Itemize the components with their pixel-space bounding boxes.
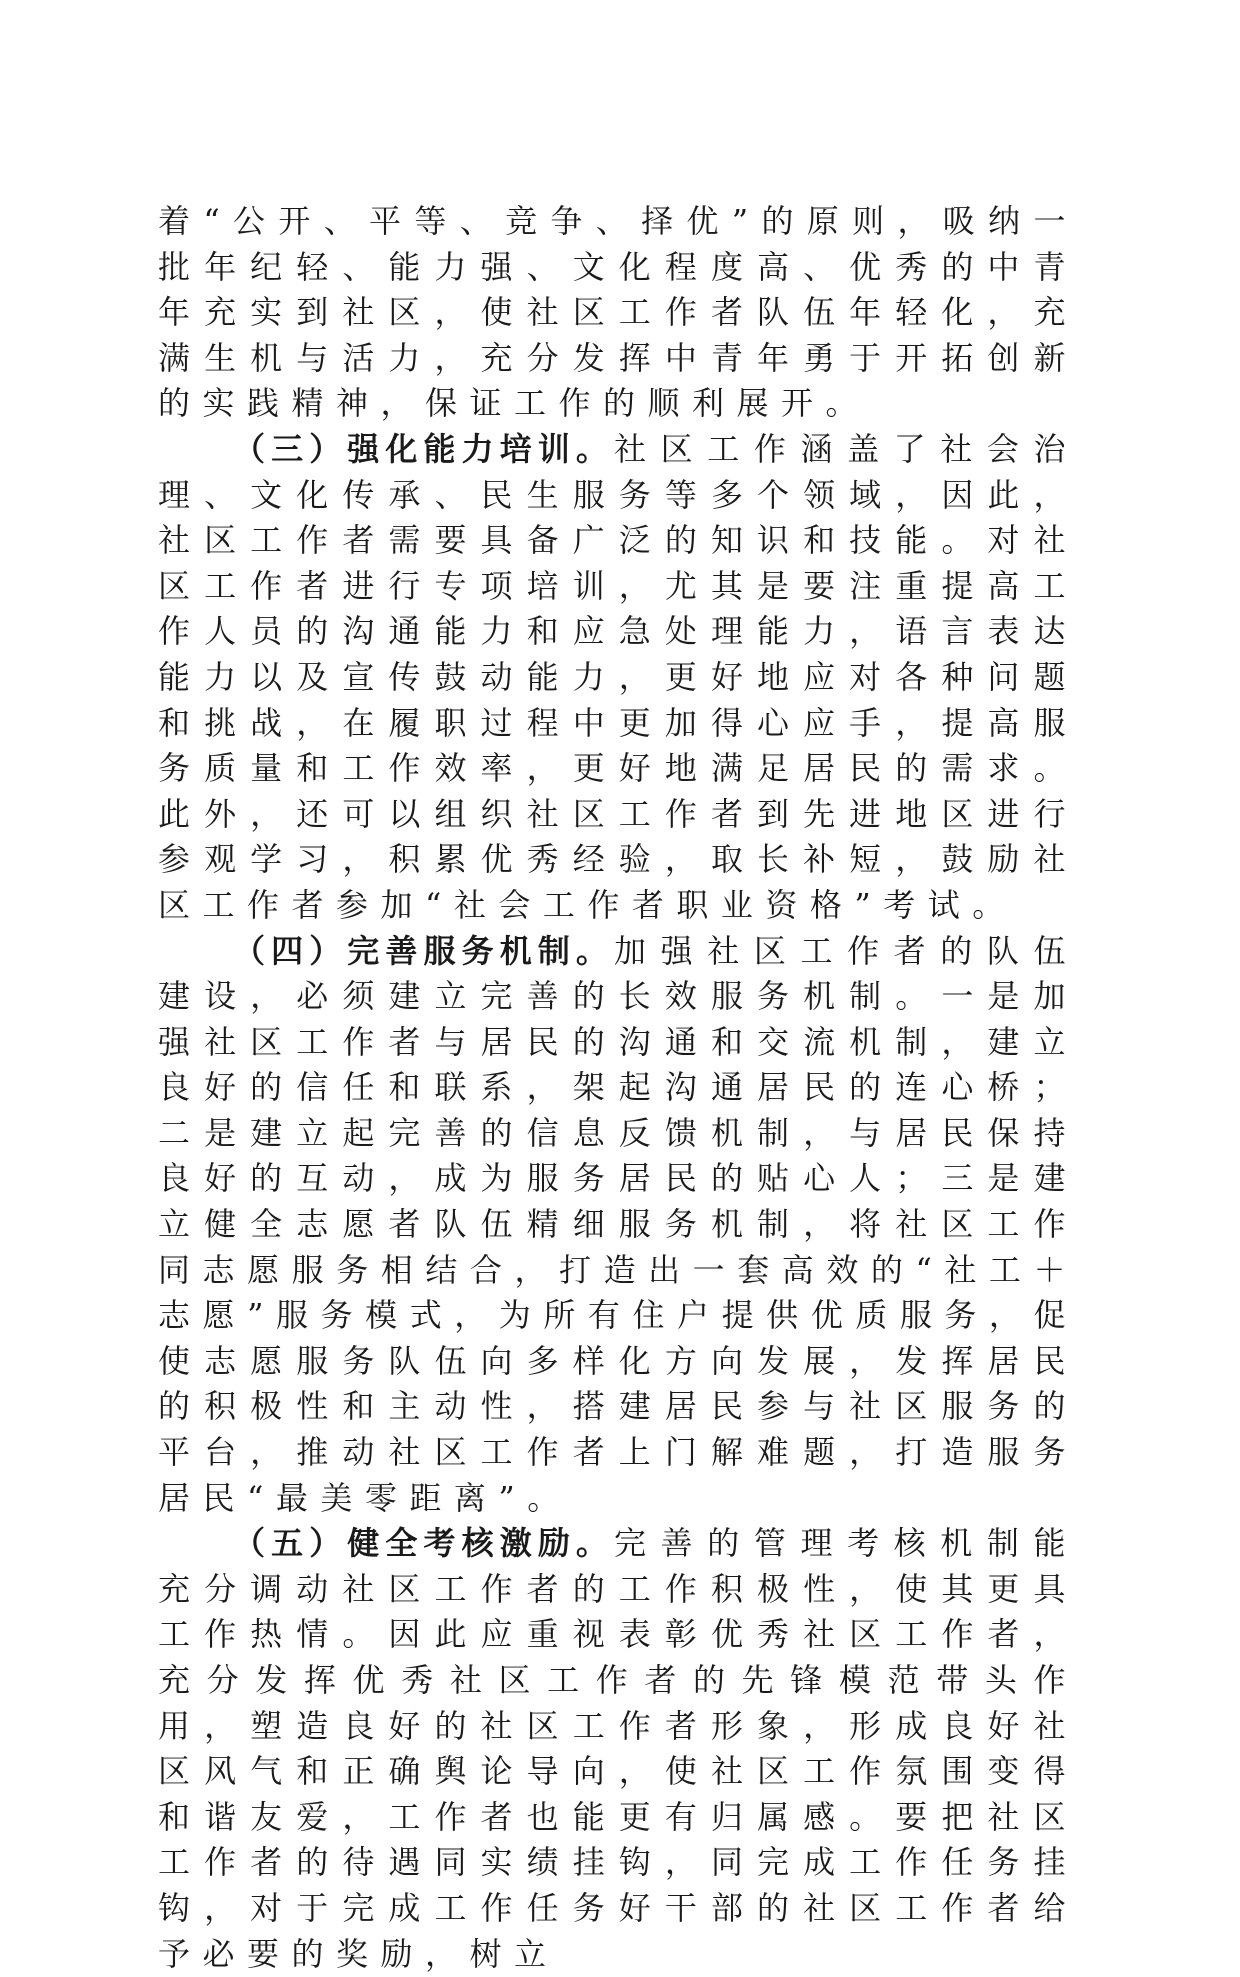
paragraph-capacity-training (158, 427, 1078, 929)
section-heading-4: （四）完善服务机制。 (233, 931, 615, 970)
paragraph-service-mechanism (158, 929, 1078, 1522)
section-heading-5: （五）健全考核激励。 (233, 1524, 615, 1563)
paragraph-continuation (158, 199, 1078, 427)
paragraph-body: 加强社区工作者的队伍建设，必须建立完善的长效服务机制。一是加强社区工作者与居民的沟通和交流机制，建立良好的信任和联系，架起沟通居民的连心桥；二是建立起完善的信息反馈机制，与居民保持良好的互动，成为服务居民的贴心人；三是建立健全志愿者队伍精细服务机制，将社区工作同志愿服务相结合，打造出一套高效的“社工＋志愿”服务模式，为所有住户提供优质服务，促使志愿服务队伍向多样化方向发展，发挥居民的积极性和主动性，搭建居民参与社区服务的平台，推动社区工作者上门解难题，打造服务居民“最美零距离”。 (158, 931, 1078, 1517)
paragraph-assessment-incentive (158, 1521, 1078, 1977)
document-body (158, 199, 1078, 1977)
section-heading-3: （三）强化能力培训。 (233, 429, 615, 468)
paragraph-body: 完善的管理考核机制能充分调动社区工作者的工作积极性，使其更具工作热情。因此应重视表彰优秀社区工作者，充分发挥优秀社区工作者的先锋模范带头作用，塑造良好的社区工作者形象，形成良好社区风气和正确舆论导向，使社区工作氛围变得和谐友爱，工作者也能更有归属感。要把社区工作者的待遇同实绩挂钩，同完成工作任务挂钩，对于完成工作任务好干部的社区工作者给予必要的奖励，树立 (158, 1524, 1078, 1973)
paragraph-body: 着“公开、平等、竞争、择优”的原则，吸纳一批年纪轻、能力强、文化程度高、优秀的中青年充实到社区，使社区工作者队伍年轻化，充满生机与活力，充分发挥中青年勇于开拓创新的实践精神，保证工作的顺利展开。 (158, 202, 1078, 423)
paragraph-body: 社区工作涵盖了社会治理、文化传承、民生服务等多个领域，因此，社区工作者需要具备广泛的知识和技能。对社区工作者进行专项培训，尤其是要注重提高工作人员的沟通能力和应急处理能力，语言表达能力以及宣传鼓动能力，更好地应对各种问题和挑战，在履职过程中更加得心应手，提高服务质量和工作效率，更好地满足居民的需求。此外，还可以组织社区工作者到先进地区进行参观学习，积累优秀经验，取长补短，鼓励社区工作者参加“社会工作者职业资格”考试。 (158, 429, 1078, 924)
